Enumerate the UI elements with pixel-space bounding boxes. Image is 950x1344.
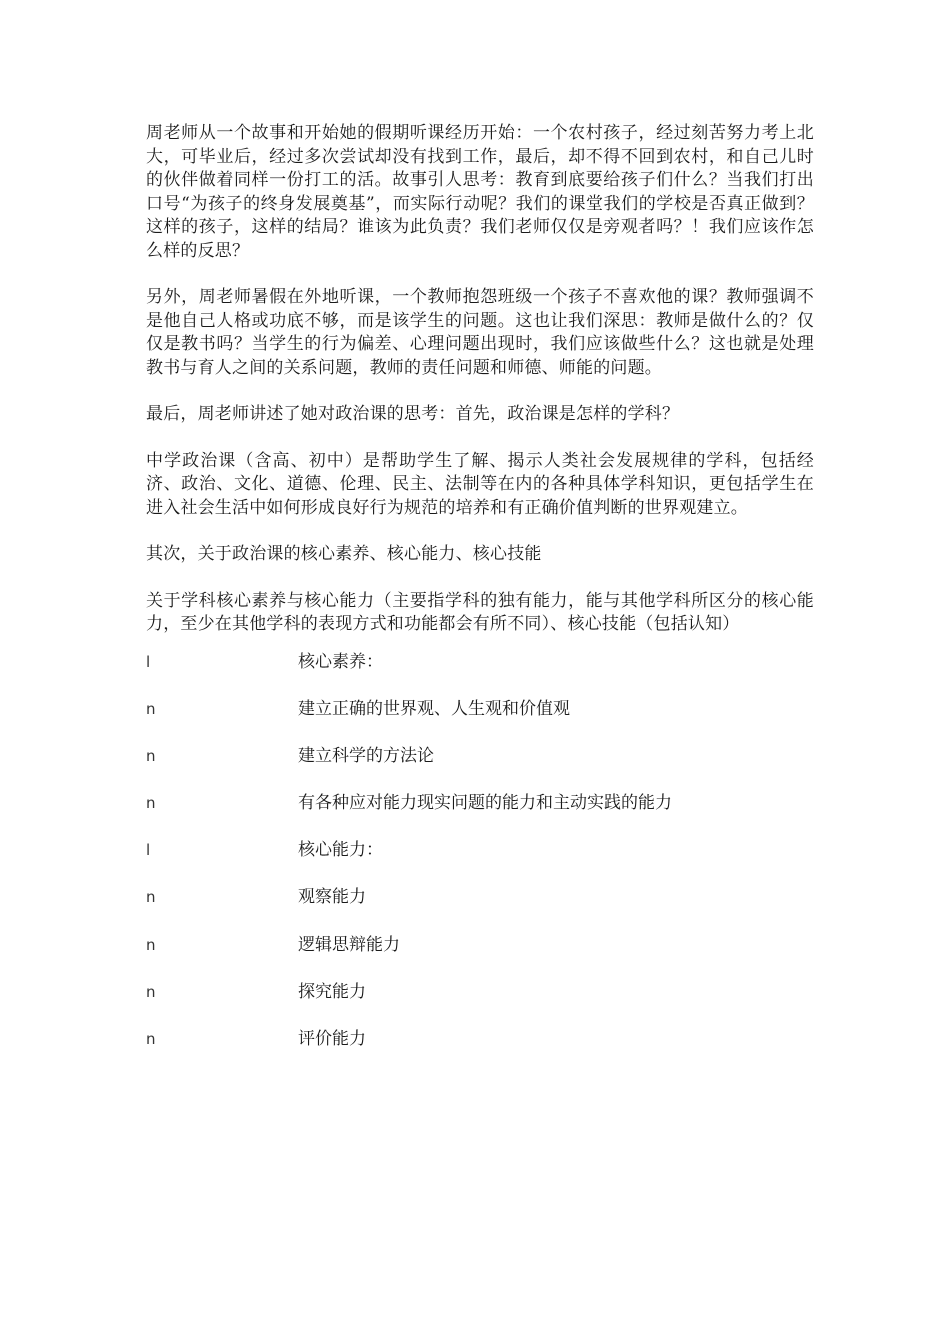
bullet-marker: n: [146, 699, 156, 718]
list-item: [146, 981, 814, 1028]
bullet-marker: l: [146, 652, 151, 671]
paragraph-politics-course: 中学政治课（含高、初中）是帮助学生了解、揭示人类社会发展规律的学科，包括经济、政治、文化、道德、伦理、民主、法制等在内的各种具体学科知识，更包括学生在进入社会生活中如何形成良好行为规范的培养和有正确价值判断的世界观建立。: [146, 450, 814, 518]
paragraph-core-competence: 关于学科核心素养与核心能力（主要指学科的独有能力，能与其他学科所区分的核心能力，至少在其他学科的表现方式和功能都会有所不同）、核心技能（包括认知）: [146, 590, 814, 634]
bullet-marker: n: [146, 888, 156, 907]
bullet-marker: n: [146, 982, 156, 1001]
list-item-text: 探究能力: [298, 981, 366, 1002]
list-item-text: 逻辑思辩能力: [298, 934, 400, 955]
list-item: [146, 886, 814, 933]
bullet-marker: n: [146, 935, 156, 954]
paragraph-story: 周老师从一个故事和开始她的假期听课经历开始：一个农村孩子，经过刻苦努力考上北大，可毕业后，经过多次尝试却没有找到工作，最后，却不得不回到农村，和自己儿时的伙伴做着同样一份打工的活。故事引人思考：教育到底要给孩子们什么？当我们打出口号“为孩子的终身发展奠基”，而实际行动呢？我们的课堂我们的学校是否真正做到？这样的孩子，这样的结局？谁该为此负责？我们老师仅仅是旁观者吗？！我们应该作怎么样的反思？: [146, 123, 814, 261]
paragraph-finally: 最后，周老师讲述了她对政治课的思考：首先，政治课是怎样的学科？: [146, 404, 680, 424]
list-item-text: 观察能力: [298, 887, 366, 908]
list-item: [146, 1028, 814, 1075]
list-item: [146, 792, 814, 839]
list-item: [146, 839, 814, 886]
list-item-text: 评价能力: [298, 1029, 366, 1049]
document-page: [146, 122, 814, 1075]
bullet-marker: l: [146, 841, 151, 860]
bullet-marker: n: [146, 1030, 156, 1048]
paragraph-secondly: 其次，关于政治课的核心素养、核心能力、核心技能: [146, 544, 542, 564]
list-item: [146, 934, 814, 981]
competence-list: [146, 651, 814, 1076]
list-item: [146, 698, 814, 745]
bullet-marker: n: [146, 794, 156, 813]
paragraph-teacher-complaint: 另外，周老师暑假在外地听课，一个教师抱怨班级一个孩子不喜欢他的课？教师强调不是他自己人格或功底不够，而是该学生的问题。这也让我们深思：教师是做什么的？仅仅是教书吗？当学生的行为偏差、心理问题出现时，我们应该做些什么？这也就是处理教书与育人之间的关系问题，教师的责任问题和师德、师能的问题。: [146, 287, 814, 378]
list-item: [146, 745, 814, 792]
list-item: [146, 651, 814, 698]
list-item-text: 核心素养：: [298, 651, 383, 672]
list-item-text: 建立科学的方法论: [298, 745, 434, 766]
list-item-text: 有各种应对能力现实问题的能力和主动实践的能力: [298, 793, 672, 814]
list-item-text: 核心能力：: [298, 840, 383, 861]
bullet-marker: n: [146, 746, 156, 765]
list-item-text: 建立正确的世界观、人生观和价值观: [298, 698, 570, 719]
